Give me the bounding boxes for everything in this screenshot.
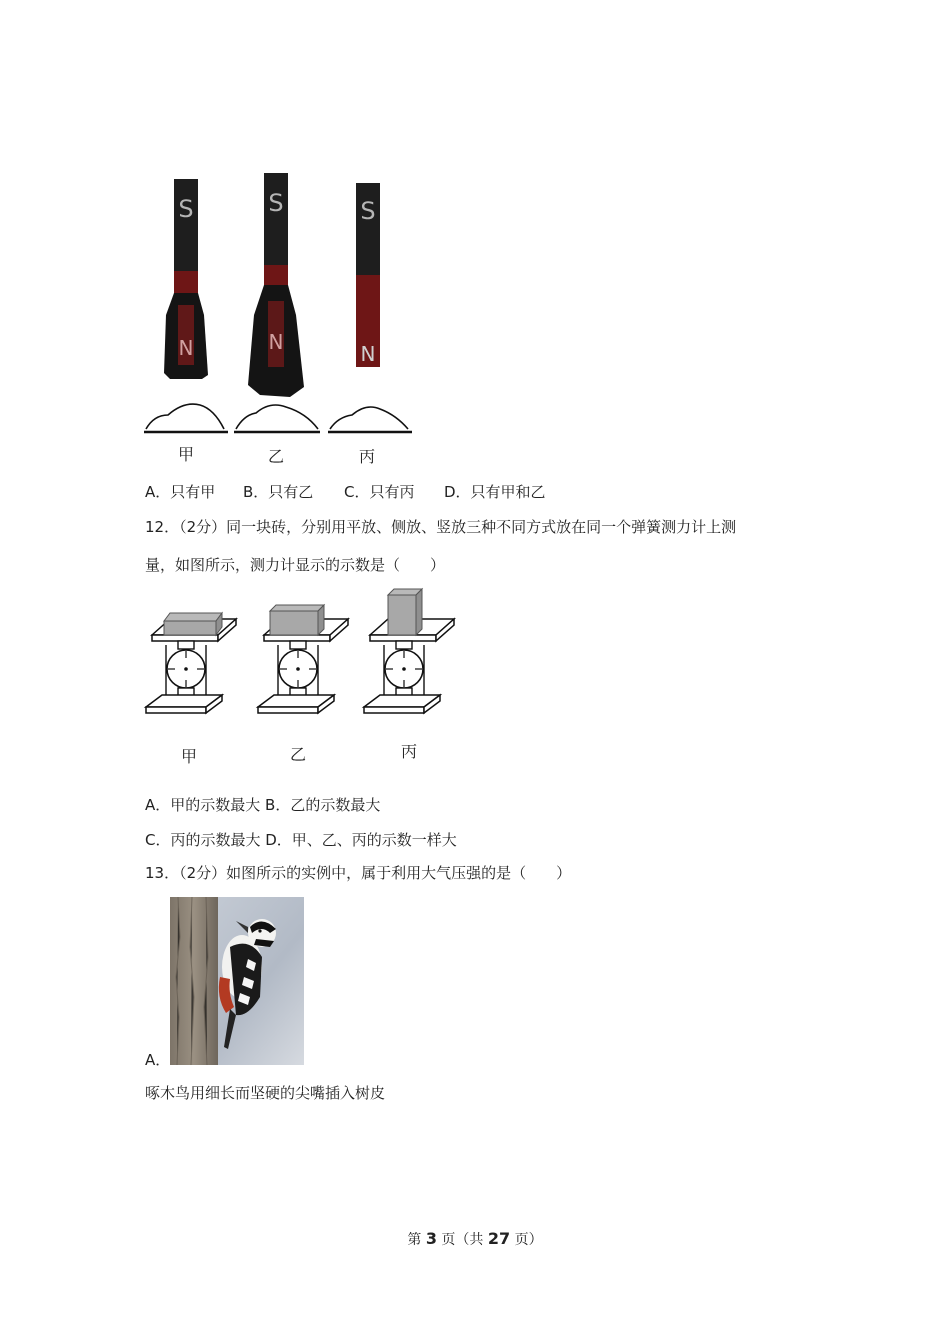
footer-prefix: 第 bbox=[407, 1232, 426, 1248]
q12-options-line2: C．丙的示数最大 D．甲、乙、丙的示数一样大 bbox=[145, 831, 457, 849]
pole-s-label: S bbox=[360, 197, 376, 225]
magnets-figure bbox=[140, 165, 430, 440]
pole-n-label: N bbox=[178, 336, 194, 360]
q12-options-line1: A．甲的示数最大 B．乙的示数最大 bbox=[145, 796, 381, 814]
magnet-bing bbox=[356, 183, 380, 367]
pole-n-label: N bbox=[360, 342, 376, 366]
q12-stem-line2: 量，如图所示，测力计显示的示数是（ ） bbox=[145, 556, 446, 574]
pole-s-label: S bbox=[178, 195, 194, 223]
q13-option-a-letter: A． bbox=[145, 1051, 171, 1069]
figure-label-jia: 甲 bbox=[178, 445, 195, 464]
page-footer bbox=[0, 1229, 950, 1249]
q13-option-a-caption: 啄木鸟用细长而坚硬的尖嘴插入树皮 bbox=[145, 1084, 386, 1102]
scale-bing bbox=[364, 589, 454, 713]
q12-stem-line1: 12．（2分）同一块砖，分别用平放、侧放、竖放三种不同方式放在同一个弹簧测力计上测 bbox=[145, 518, 737, 536]
figure-label-bing: 丙 bbox=[359, 447, 376, 466]
figure-label-bing: 丙 bbox=[401, 742, 418, 761]
pole-s-label: S bbox=[268, 189, 284, 217]
scales-figure bbox=[140, 585, 460, 725]
woodpecker-photo bbox=[170, 897, 304, 1065]
filing-piles bbox=[144, 404, 412, 432]
figure-label-yi: 乙 bbox=[268, 447, 285, 466]
figure-label-jia: 甲 bbox=[181, 747, 198, 766]
footer-total-pages: 27 bbox=[487, 1229, 511, 1248]
scale-yi bbox=[258, 605, 348, 713]
scale-jia bbox=[146, 613, 236, 713]
q11-option-b: B．只有乙 bbox=[243, 483, 314, 501]
q11-option-d: D．只有甲和乙 bbox=[444, 483, 546, 501]
magnet-jia bbox=[164, 179, 208, 379]
q11-option-a: A．只有甲 bbox=[145, 483, 216, 501]
q13-stem: 13．（2分）如图所示的实例中，属于利用大气压强的是（ ） bbox=[145, 864, 572, 882]
footer-page-number: 3 bbox=[425, 1229, 437, 1248]
footer-suffix: 页） bbox=[510, 1232, 543, 1248]
pole-n-label: N bbox=[268, 330, 284, 354]
figure-label-yi: 乙 bbox=[290, 745, 307, 764]
footer-middle: 页（共 bbox=[436, 1232, 488, 1248]
magnet-yi bbox=[248, 173, 304, 397]
q11-option-c: C．只有丙 bbox=[344, 483, 415, 501]
